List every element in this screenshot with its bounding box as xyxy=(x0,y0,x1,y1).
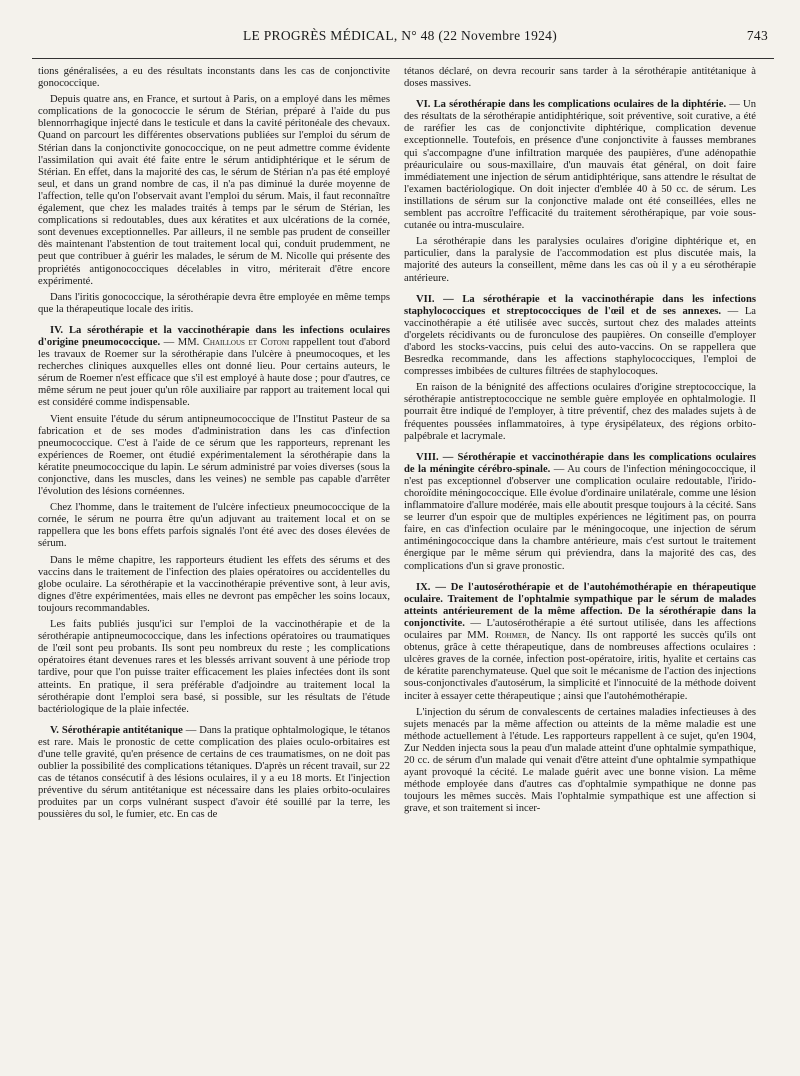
section-heading: IV. La sérothérapie et la vaccinothérapie dans les infections oculaires d'origine pneumococcique. xyxy=(38,324,390,348)
journal-title: LE PROGRÈS MÉDICAL, N° 48 (22 Novembre 1924) xyxy=(242,28,558,43)
paragraph: tétanos déclaré, on devra recourir sans tarder à la sérothérapie antitétanique à doses massives. xyxy=(404,66,756,90)
paragraph: En raison de la bénignité des affections oculaires d'origine streptococcique, la sérothérapie antistreptococcique ne semble guère employée en ophtalmologie. Il pourrait être indiqué de l'employer, à titre préventif, chez des malades sujets à de fréquentes poussées inflammatoires, à type érysipélateux, des régions orbito-palpébrale et lacrymale. xyxy=(404,382,756,442)
section-heading: V. Sérothérapie antitétanique xyxy=(50,724,183,736)
paragraph: Vient ensuite l'étude du sérum antipneumococcique de l'Institut Pasteur de sa fabrication et de ses modes d'administration dans les cas d'infection pneumococcique. C'est à l'aide de ce sérum que les rapporteurs, reprenant les expériences de Roemer, ont étudié expérimentalement la sérothérapie dans la kératite pneumococcique du lapin. Le sérum administré par voies diverses (sous la conjonctive, dans les muscles, dans les veines) ne semble pas capable d'arrêter l'évolution des lésions cornéennes. xyxy=(38,413,390,498)
section-heading: VI. La sérothérapie dans les complications oculaires de la diphtérie. xyxy=(416,99,727,111)
section-iv: IV. La sérothérapie et la vaccinothérapie dans les infections oculaires d'origine pneumococcique. — MM. Chaillous et Cotoni rappellent tout d'abord les travaux de Roemer sur la sérothérapie dans l'ulcère à pneumocoques, et les recherches cliniques auxquelles elles ont donné lieu. Pour certains auteurs, le sérum de Roemer n'est efficace que s'il est employé à haute dose ; pour d'autres, ce même sérum ne peut jouer qu'un rôle auxiliaire par rapport au traitement local qui est considéré comme indispensable. xyxy=(38,324,391,409)
paragraph: Chez l'homme, dans le traitement de l'ulcère infectieux pneumococcique de la cornée, le sérum ne pourra être qu'un adjuvant au traitement local et on se rappellera que les bons effets parfois signalés l'ont été avec des doses élevées de sérum. xyxy=(38,502,390,550)
right-column xyxy=(404,66,756,819)
section-vi: VI. La sérothérapie dans les complications oculaires de la diphtérie. — Un des résultats de la sérothérapie antidiphtérique, soit préventive, soit curative, a été de raréfier les cas de conjonctivite diphtérique, complication devenue exceptionnelle. Toutefois, en présence d'une conjonctivite à fausses membranes qui s'accompagne d'une infiltration marquée des paupières, d'une adénopathie préauriculaire ou sous-maxillaire, d'un mauvais état général, on doit faire immédiatement une injection de sérum antidiphtérique, sans attendre le résultat de l'examen bactériologique. On doit injecter d'emblée 40 à 50 cc. de sérum. Les instillations de sérum sur la conjonctive malade ont été conseillées, elles ne semblent pas accroître l'efficacité du traitement sérothérapique, par voie sous-cutanée ou intra-musculaire. xyxy=(404,99,757,232)
author-names: Chaillous et Cotoni xyxy=(202,336,290,348)
paragraph: La sérothérapie dans les paralysies oculaires d'origine diphtérique et, en particulier, dans la paralysie de l'accommodation est plus discutée mais, la majorité des auteurs la conseillent, même dans les cas où il y a eu sérothérapie antérieure. xyxy=(404,236,756,284)
section-vii: VII. — La sérothérapie et la vaccinothérapie dans les infections staphylococciques et streptococciques de l'œil et de ses annexes. — La vaccinothérapie a été utilisée avec succès, surtout chez des malades atteints d'orgelets récidivants ou de furonculose des paupières. On conseille d'employer d'abord les stocks-vaccins, puis celui des auto-vaccins. On se rappellera que Besredka recommande, dans les affections staphylococciques, l'emploi de compresses imbibées de cultures filtrées de staphylocoques. xyxy=(404,293,756,378)
running-header xyxy=(28,28,772,50)
paragraph: Dans l'iritis gonococcique, la sérothérapie devra être employée en même temps que la thérapeutique locale des iritis. xyxy=(38,291,390,315)
page-number: 743 xyxy=(746,28,768,43)
left-column xyxy=(38,66,390,826)
section-heading: VIII. — Sérothérapie et vaccinothérapie dans les complications oculaires de la méningite cérébro-spinale. xyxy=(404,451,756,475)
paragraph: L'injection du sérum de convalescents de certaines maladies infectieuses à des sujets menacés par la même affection ou atteints de la même maladie est une méthode actuellement à l'étude. Les rapporteurs rappellent à ce sujet, qu'en 1904, Zur Nedden injecta sous la peau d'un malade atteint d'une ophtalmie sympathique, 20 cc. de sérum d'un malade qui venait d'être atteint d'une ophtalmie sympathique ayant provoqué la cécité. Le malade guérit avec une bonne vision. La même méthode employée dans d'autres cas d'ophtalmie sympathique ne donne pas toujours les mêmes succès. Mais l'ophtalmie sympathique est une affection si grave, et son traitement si incer- xyxy=(404,706,756,815)
author-names: Rohmer xyxy=(494,630,527,642)
section-v: V. Sérothérapie antitétanique — Dans la pratique ophtalmologique, le tétanos est rare. Mais le pronostic de cette complication des plaies oculo-orbitaires est d'une telle gravité, qu'en présence de certains de ces traumatismes, on ne doit pas oublier la possibilité des complications tétaniques. D'après un récent travail, sur 22 cas de tétanos consécutif à des lésions oculaires, il y a eu 18 morts. Et l'injection préventive du sérum antitétanique est nécessaire dans les plaies orbito-oculaires produites par un corps vulnérant suspect d'avoir été souillé par la terre, les poussières du sol, le fumier, etc. En cas de xyxy=(38,724,390,821)
section-heading: IX. — De l'autosérothérapie et de l'autohémothérapie en thérapeutique oculaire. Traitement de l'ophtalmie sympathique par le sérum de malades atteints antérieurement de la même affection. De la sérothérapie dans la conjonctivite. xyxy=(404,581,756,629)
section-viii: VIII. — Sérothérapie et vaccinothérapie dans les complications oculaires de la méningite cérébro-spinale. — Au cours de l'infection méningococcique, il n'est pas exceptionnel d'observer une complication oculaire redoutable, l'irido-choroïdite méningococcique. Elle évolue d'ordinaire unilatérale, comme une lésion inflammatoire d'allure modérée, mais elle aboutit presque toujours à la cécité. Sans se leurrer d'un espoir que de multiples expériences ne légitiment pas, on pourra faire, en cas d'infection oculaire par le méningocoque, une injection de sérum antiméningococcique dans la chambre antérieure, mais c'est surtout le traitement énergique par le même sérum qui préviendra, dans la majorité des cas, des complications d'un si grave pronostic. xyxy=(404,451,756,572)
section-ix: IX. — De l'autosérothérapie et de l'autohémothérapie en thérapeutique oculaire. Traitement de l'ophtalmie sympathique par le sérum de malades atteints antérieurement de la même affection. De la sérothérapie dans la conjonctivite. — L'autosérothérapie a été surtout utilisée, dans les affections oculaires par MM. Rohmer, de Nancy. Ils ont rapporté les succès qu'ils ont obtenus, grâce à cette thérapeutique, dans de nombreuses affections oculaires : ulcères graves de la cornée, infection post-opératoire, iritis, hyalite et certains cas de kératite parenchymateuse. Quel que soit le mécanisme de l'action des injections sous-conjonctivales d'autosérum, la simplicité et l'innocuité de la méthode doivent inciter à essayer cette thérapeutique ; ainsi que l'autohémothérapie. xyxy=(404,581,756,702)
section-heading: VII. — La sérothérapie et la vaccinothérapie dans les infections staphylococciques et streptococciques de l'œil et de ses annexes. xyxy=(404,293,756,317)
header-rule xyxy=(32,58,774,59)
paragraph: Les faits publiés jusqu'ici sur l'emploi de la vaccinothérapie et de la sérothérapie antipneumococcique, dans les infections opératoires ou traumatiques de l'œil sont peu probants. Ils sont peu nombreux du reste ; les complications opératoires étant devenues rares et les blessés arrivant souvent à une période trop tardive, pour que l'on puisse traiter efficacement les plaies infectées dont ils sont atteints. En pratique, il sera préférable d'adjoindre au traitement local la sérothérapie dont l'emploi sera basé, si possible, sur les résultats de l'étude bactériologique de la plaie infectée. xyxy=(38,619,390,715)
paragraph: Dans le même chapitre, les rapporteurs étudient les effets des sérums et des vaccins dans le traitement de l'infection des plaies opératoires ou accidentelles du globe oculaire. La sérothérapie et la vaccinothérapie préventive sont, à leur avis, dignes d'être expérimentées, mais elles ne devront pas empêcher les soins locaux, toujours recommandables. xyxy=(38,554,390,614)
paragraph: Depuis quatre ans, en France, et surtout à Paris, on a employé dans les mêmes complications de la gonococcie le sérum de Stérian, préparé à l'aide du pus blennorrhagique injecté dans le testicule et dans la cavité péritonéale des chevaux. Quand on parcourt les différentes observations publiées sur l'emploi du sérum de Stérian dans la conjonctivite gonococcique, on ne peut admettre comme évidente l'assimilation qui avait été faite entre le sérum antidiphtérique et le sérum de Stérian. En effet, dans la majorité des cas, le sérum de Stérian n'a pas été employé seul, et dans un grand nombre de cas, il n'a pas diminué la durée moyenne de l'affection, telle qu'on l'observait avant l'emploi du sérum. Mais, il faut reconnaître également, que chez les malades traités à temps par le sérum de Stérian, les complications si redoutables, dues aux kératites et aux ulcérations de la cornée, sont devenues exceptionnelles. Par ailleurs, il ne semble pas prudent de conseiller dès maintenant l'abstention de tout traitement local qui, conduit prudemment, ne peut que contribuer à guérir les malades, le sérum de M. Nicolle qui présente des propriétés antigonococciques décelables in vitro, mériterait d'être encore expérimenté. xyxy=(38,94,390,287)
paragraph: tions généralisées, a eu des résultats inconstants dans les cas de conjonctivite gonococcique. xyxy=(38,66,390,90)
